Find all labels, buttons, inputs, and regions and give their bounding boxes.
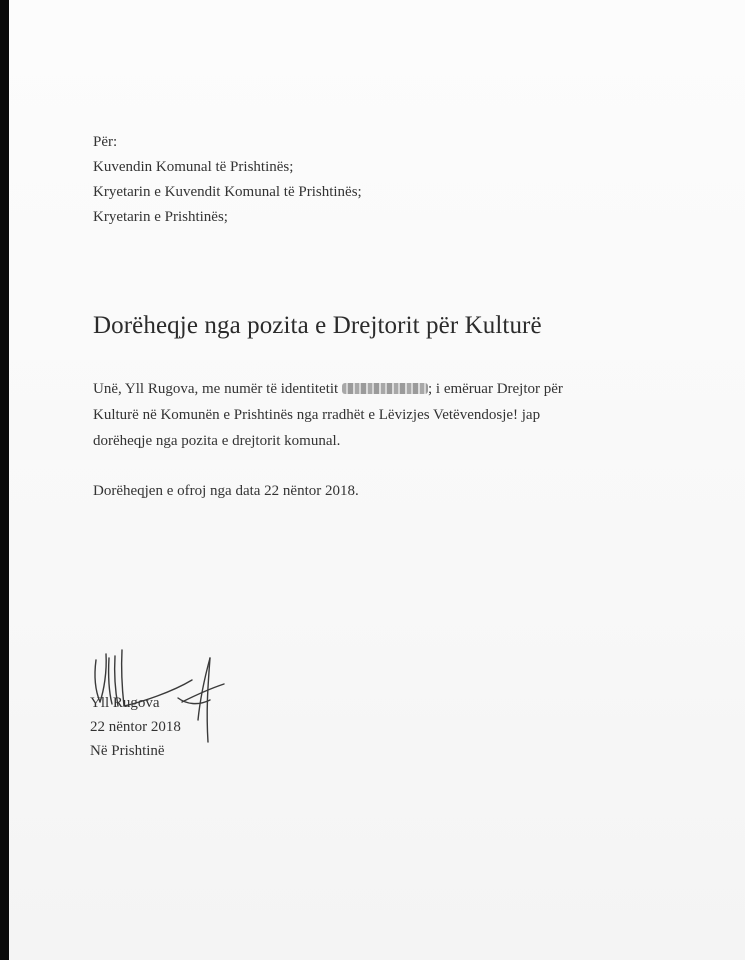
signature-place: Në Prishtinë: [90, 743, 165, 759]
body-line-1-start: Unë, Yll Rugova, me numër të identitetit: [93, 381, 342, 397]
addressee-block: [93, 130, 362, 230]
body-paragraph: [93, 376, 653, 454]
addressee-line: Kryetarin e Prishtinës;: [93, 209, 228, 225]
signature-block: [90, 691, 181, 763]
body-line-3: dorëheqje nga pozita e drejtorit komunal.: [93, 433, 341, 449]
redacted-id-number: [342, 383, 428, 394]
addressee-line: Kuvendin Komunal të Prishtinës;: [93, 159, 294, 175]
signature-date: 22 nëntor 2018: [90, 719, 181, 735]
addressee-line: Kryetarin e Kuvendit Komunal të Prishtinës;: [93, 184, 362, 200]
body-line-2: Kulturë në Komunën e Prishtinës nga rradhët e Lëvizjes Vetëvendosje! jap: [93, 407, 541, 423]
resignation-date-paragraph: Dorëheqjen e ofroj nga data 22 nëntor 2018.: [93, 483, 359, 499]
body-line-1-end: ; i emëruar Drejtor për: [427, 381, 563, 397]
scan-left-edge: [0, 0, 9, 960]
addressee-heading: Për:: [93, 134, 118, 150]
signer-name: Yll Rugova: [90, 695, 160, 711]
document-title: Dorëheqje nga pozita e Drejtorit për Kulturë: [93, 312, 542, 339]
body-line-1: [93, 376, 653, 402]
